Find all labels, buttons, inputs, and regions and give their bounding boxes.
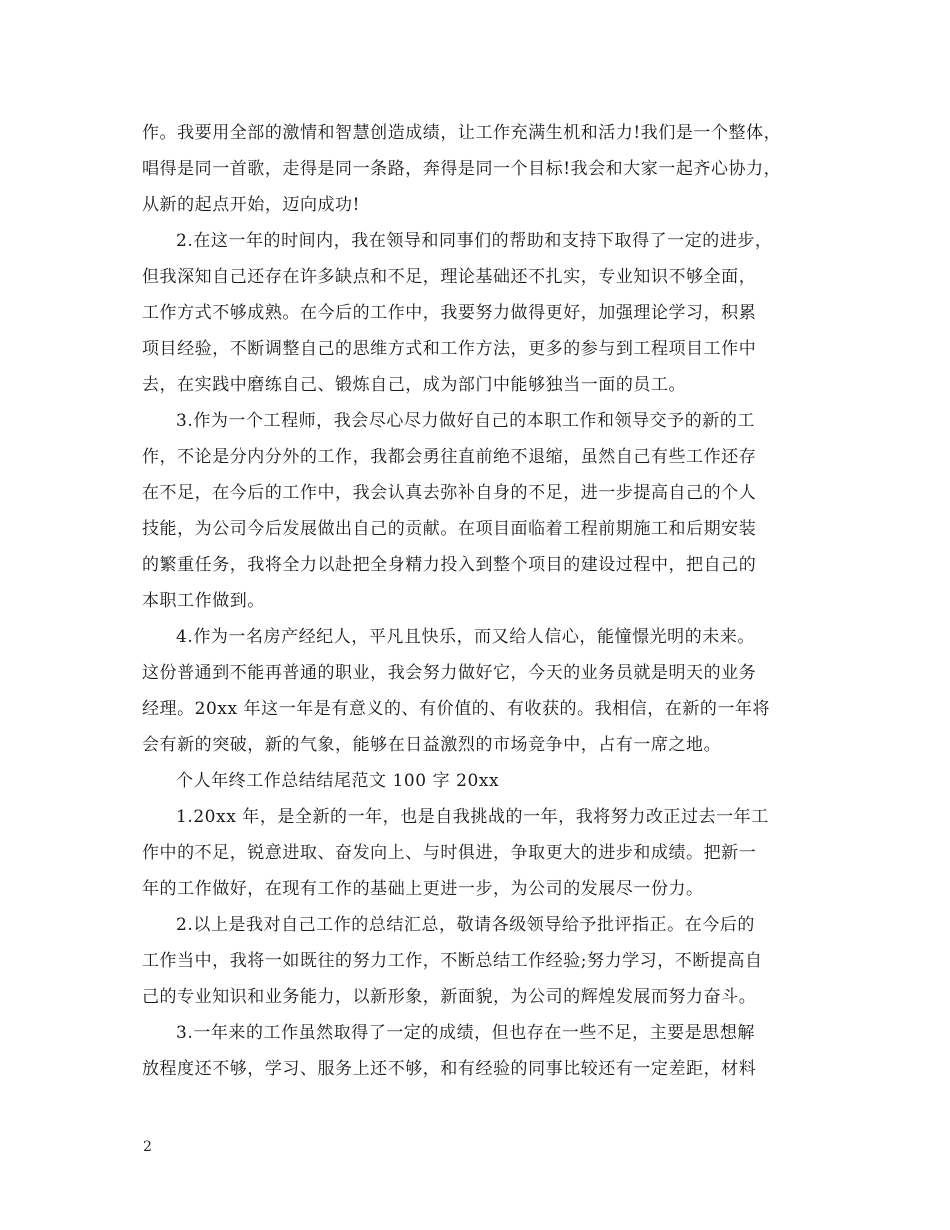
text-line: 工作方式不够成熟。在今后的工作中，我要努力做得更好，加强理论学习，积累: [142, 303, 757, 323]
section-heading: 个人年终工作总结结尾范文 100 字 20xx: [176, 771, 500, 791]
text-line: 的繁重任务，我将全力以赴把全身精力投入到整个项目的建设过程中，把自己的: [142, 555, 757, 575]
paragraph-start-line: 3.一年来的工作虽然取得了一定的成绩，但也存在一些不足，主要是思想解: [176, 1023, 755, 1043]
text-line: 作中的不足，锐意进取、奋发向上、与时俱进，争取更大的进步和成绩。把新一: [142, 843, 757, 863]
text-line: 年的工作做好，在现有工作的基础上更进一步，为公司的发展尽一份力。: [142, 879, 704, 899]
paragraph-start-line: 1.20xx 年，是全新的一年，也是自我挑战的一年，我将努力改正过去一年工: [176, 807, 769, 827]
text-line: 工作当中，我将一如既往的努力工作，不断总结工作经验;努力学习，不断提高自: [142, 951, 763, 971]
page-number: 2: [143, 1139, 152, 1155]
text-line: 从新的起点开始，迈向成功!: [142, 195, 360, 215]
paragraph-start-line: 4.作为一名房产经纪人，平凡且快乐，而又给人信心，能憧憬光明的未来。: [176, 627, 755, 647]
text-line: 这份普通到不能再普通的职业，我会努力做好它，今天的业务员就是明天的业务: [142, 663, 757, 683]
text-line: 唱得是同一首歌，走得是同一条路，奔得是同一个目标!我会和大家一起齐心协力，: [142, 159, 782, 179]
paragraph-start-line: 2.以上是我对自己工作的总结汇总，敬请各级领导给予批评指正。在今后的: [176, 915, 755, 935]
text-line: 项目经验，不断调整自己的思维方式和工作方法，更多的参与到工程项目工作中: [142, 339, 757, 359]
text-line: 作，不论是分内分外的工作，我都会勇往直前绝不退缩，虽然自己有些工作还存: [142, 447, 757, 467]
text-line: 去，在实践中磨练自己、锻炼自己，成为部门中能够独当一面的员工。: [142, 375, 687, 395]
paragraph-start-line: 2.在这一年的时间内，我在领导和同事们的帮助和支持下取得了一定的进步，: [176, 231, 773, 251]
text-line: 作。我要用全部的激情和智慧创造成绩，让工作充满生机和活力!我们是一个整体，: [142, 123, 782, 143]
text-line: 在不足，在今后的工作中，我会认真去弥补自身的不足，进一步提高自己的个人: [142, 483, 757, 503]
text-line: 技能，为公司今后发展做出自己的贡献。在项目面临着工程前期施工和后期安装: [142, 519, 757, 539]
paragraph-start-line: 3.作为一个工程师，我会尽心尽力做好自己的本职工作和领导交予的新的工: [176, 411, 755, 431]
text-line: 本职工作做到。: [142, 591, 265, 611]
text-line: 会有新的突破，新的气象，能够在日益激烈的市场竞争中，占有一席之地。: [142, 735, 722, 755]
text-line: 经理。20xx 年这一年是有意义的、有价值的、有收获的。我相信，在新的一年将: [142, 699, 771, 719]
text-line: 但我深知自己还存在许多缺点和不足，理论基础还不扎实，专业知识不够全面，: [142, 267, 757, 287]
text-line: 放程度还不够，学习、服务上还不够，和有经验的同事比较还有一定差距，材料: [142, 1059, 757, 1079]
text-line: 己的专业知识和业务能力，以新形象，新面貌，为公司的辉煌发展而努力奋斗。: [142, 987, 757, 1007]
